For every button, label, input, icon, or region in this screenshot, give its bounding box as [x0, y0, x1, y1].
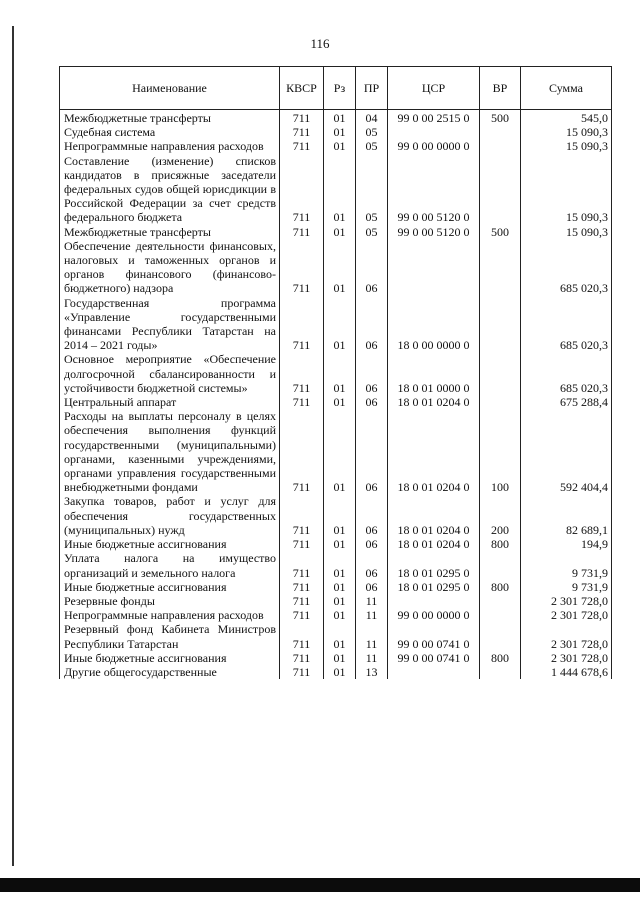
- cell-rz: 01: [324, 608, 356, 622]
- cell-rz: 01: [324, 239, 356, 296]
- cell-csr: [388, 125, 480, 139]
- cell-name: Межбюджетные трансферты: [60, 225, 280, 239]
- cell-name: Уплата налога на имущество организаций и земельного налога: [60, 551, 280, 579]
- cell-name: Центральный аппарат: [60, 395, 280, 409]
- cell-csr: 99 0 00 0741 0: [388, 622, 480, 650]
- cell-kvsr: 711: [280, 395, 324, 409]
- cell-csr: 99 0 00 0741 0: [388, 651, 480, 665]
- cell-pr: 05: [356, 154, 388, 225]
- header-name: Наименование: [60, 67, 280, 110]
- header-pr: ПР: [356, 67, 388, 110]
- cell-csr: 18 0 01 0204 0: [388, 395, 480, 409]
- cell-vr: [480, 608, 521, 622]
- cell-vr: [480, 395, 521, 409]
- table-row: [60, 622, 612, 650]
- cell-kvsr: 711: [280, 352, 324, 395]
- cell-kvsr: 711: [280, 608, 324, 622]
- cell-name: Судебная система: [60, 125, 280, 139]
- table-row: [60, 608, 612, 622]
- table-header: [60, 67, 612, 110]
- table-row: [60, 537, 612, 551]
- cell-name: Иные бюджетные ассигнования: [60, 651, 280, 665]
- cell-name: Непрограммные направления расходов: [60, 139, 280, 153]
- cell-kvsr: 711: [280, 225, 324, 239]
- cell-sum: 9 731,9: [521, 551, 612, 579]
- table-row: [60, 551, 612, 579]
- cell-rz: 01: [324, 594, 356, 608]
- cell-vr: 500: [480, 225, 521, 239]
- cell-pr: 06: [356, 296, 388, 353]
- cell-vr: 800: [480, 537, 521, 551]
- cell-csr: 99 0 00 0000 0: [388, 139, 480, 153]
- cell-vr: [480, 352, 521, 395]
- cell-pr: 06: [356, 239, 388, 296]
- table-row: [60, 395, 612, 409]
- cell-csr: [388, 239, 480, 296]
- cell-rz: 01: [324, 622, 356, 650]
- cell-rz: 01: [324, 395, 356, 409]
- scan-bottom-bar: [0, 878, 640, 892]
- table-row: [60, 125, 612, 139]
- cell-sum: 545,0: [521, 110, 612, 126]
- cell-csr: [388, 665, 480, 679]
- cell-pr: 05: [356, 125, 388, 139]
- cell-name: Основное мероприятие «Обеспечение долгосрочной сбалансированности и устойчивости бюджетной системы»: [60, 352, 280, 395]
- cell-pr: 06: [356, 537, 388, 551]
- cell-rz: 01: [324, 125, 356, 139]
- cell-csr: 18 0 01 0204 0: [388, 494, 480, 537]
- cell-sum: 15 090,3: [521, 225, 612, 239]
- cell-rz: 01: [324, 296, 356, 353]
- cell-pr: 11: [356, 622, 388, 650]
- cell-rz: 01: [324, 409, 356, 494]
- cell-rz: 01: [324, 494, 356, 537]
- cell-kvsr: 711: [280, 125, 324, 139]
- cell-rz: 01: [324, 154, 356, 225]
- cell-kvsr: 711: [280, 494, 324, 537]
- cell-kvsr: 711: [280, 594, 324, 608]
- table-row: [60, 494, 612, 537]
- cell-kvsr: 711: [280, 154, 324, 225]
- cell-sum: 685 020,3: [521, 352, 612, 395]
- cell-kvsr: 711: [280, 551, 324, 579]
- cell-kvsr: 711: [280, 110, 324, 126]
- cell-csr: 99 0 00 5120 0: [388, 225, 480, 239]
- cell-csr: 18 0 01 0295 0: [388, 580, 480, 594]
- cell-name: Обеспечение деятельности финансовых, налоговых и таможенных органов и органов финансового (финансово-бюджетного) надзора: [60, 239, 280, 296]
- cell-name: Иные бюджетные ассигнования: [60, 580, 280, 594]
- table-row: [60, 154, 612, 225]
- cell-name: Другие общегосударственные: [60, 665, 280, 679]
- cell-name: Резервные фонды: [60, 594, 280, 608]
- cell-pr: 06: [356, 395, 388, 409]
- cell-sum: 82 689,1: [521, 494, 612, 537]
- cell-csr: 18 0 01 0204 0: [388, 537, 480, 551]
- cell-vr: 800: [480, 651, 521, 665]
- cell-vr: [480, 551, 521, 579]
- cell-pr: 11: [356, 594, 388, 608]
- table-row: [60, 594, 612, 608]
- header-sum: Сумма: [521, 67, 612, 110]
- cell-csr: 99 0 00 2515 0: [388, 110, 480, 126]
- cell-sum: 1 444 678,6: [521, 665, 612, 679]
- cell-pr: 06: [356, 494, 388, 537]
- cell-rz: 01: [324, 651, 356, 665]
- header-csr: ЦСР: [388, 67, 480, 110]
- table-row: [60, 409, 612, 494]
- cell-sum: 2 301 728,0: [521, 594, 612, 608]
- cell-sum: 592 404,4: [521, 409, 612, 494]
- table-row: [60, 225, 612, 239]
- cell-pr: 06: [356, 551, 388, 579]
- cell-vr: 800: [480, 580, 521, 594]
- cell-rz: 01: [324, 225, 356, 239]
- cell-vr: [480, 594, 521, 608]
- scan-edge-line: [12, 26, 14, 866]
- cell-rz: 01: [324, 537, 356, 551]
- cell-sum: 685 020,3: [521, 239, 612, 296]
- cell-rz: 01: [324, 580, 356, 594]
- cell-pr: 13: [356, 665, 388, 679]
- cell-name: Расходы на выплаты персоналу в целях обеспечения выполнения функций государственными (муниципальными) органами, казенными учреждениями, органами управления государственными внебюджетными фондами: [60, 409, 280, 494]
- cell-rz: 01: [324, 551, 356, 579]
- cell-kvsr: 711: [280, 665, 324, 679]
- cell-name: Резервный фонд Кабинета Министров Республики Татарстан: [60, 622, 280, 650]
- table-row: [60, 110, 612, 126]
- cell-csr: 18 0 01 0204 0: [388, 409, 480, 494]
- cell-sum: 9 731,9: [521, 580, 612, 594]
- cell-sum: 685 020,3: [521, 296, 612, 353]
- cell-name: Межбюджетные трансферты: [60, 110, 280, 126]
- cell-pr: 11: [356, 608, 388, 622]
- cell-sum: 15 090,3: [521, 154, 612, 225]
- cell-name: Составление (изменение) списков кандидатов в присяжные заседатели федеральных судов общей юрисдикции в Российской Федерации за счет средств федерального бюджета: [60, 154, 280, 225]
- cell-pr: 05: [356, 225, 388, 239]
- cell-sum: 2 301 728,0: [521, 622, 612, 650]
- cell-vr: 100: [480, 409, 521, 494]
- cell-rz: 01: [324, 665, 356, 679]
- cell-pr: 05: [356, 139, 388, 153]
- cell-vr: [480, 296, 521, 353]
- cell-vr: [480, 139, 521, 153]
- cell-sum: 194,9: [521, 537, 612, 551]
- cell-vr: 500: [480, 110, 521, 126]
- cell-sum: 675 288,4: [521, 395, 612, 409]
- cell-name: Государственная программа «Управление государственными финансами Республики Татарстан на 2014 – 2021 годы»: [60, 296, 280, 353]
- cell-vr: [480, 125, 521, 139]
- cell-pr: 11: [356, 651, 388, 665]
- table-row: [60, 139, 612, 153]
- cell-name: Закупка товаров, работ и услуг для обеспечения государственных (муниципальных) нужд: [60, 494, 280, 537]
- table-row: [60, 239, 612, 296]
- cell-csr: 18 0 00 0000 0: [388, 296, 480, 353]
- cell-vr: [480, 665, 521, 679]
- table-body: [60, 110, 612, 680]
- cell-pr: 06: [356, 352, 388, 395]
- table-row: [60, 296, 612, 353]
- cell-csr: [388, 594, 480, 608]
- cell-rz: 01: [324, 352, 356, 395]
- cell-rz: 01: [324, 110, 356, 126]
- cell-name: Иные бюджетные ассигнования: [60, 537, 280, 551]
- cell-kvsr: 711: [280, 651, 324, 665]
- cell-csr: 99 0 00 5120 0: [388, 154, 480, 225]
- cell-vr: 200: [480, 494, 521, 537]
- header-vr: ВР: [480, 67, 521, 110]
- cell-name: Непрограммные направления расходов: [60, 608, 280, 622]
- cell-pr: 04: [356, 110, 388, 126]
- cell-vr: [480, 622, 521, 650]
- cell-kvsr: 711: [280, 239, 324, 296]
- cell-sum: 2 301 728,0: [521, 608, 612, 622]
- cell-kvsr: 711: [280, 139, 324, 153]
- cell-pr: 06: [356, 409, 388, 494]
- table-row: [60, 352, 612, 395]
- cell-vr: [480, 154, 521, 225]
- header-rz: Рз: [324, 67, 356, 110]
- table-row: [60, 665, 612, 679]
- cell-sum: 15 090,3: [521, 125, 612, 139]
- page-number: 116: [310, 36, 330, 51]
- cell-sum: 2 301 728,0: [521, 651, 612, 665]
- cell-kvsr: 711: [280, 580, 324, 594]
- cell-csr: 18 0 01 0000 0: [388, 352, 480, 395]
- table-row: [60, 580, 612, 594]
- cell-kvsr: 711: [280, 296, 324, 353]
- budget-table: [59, 66, 612, 679]
- cell-kvsr: 711: [280, 409, 324, 494]
- header-kvsr: КВСР: [280, 67, 324, 110]
- cell-kvsr: 711: [280, 537, 324, 551]
- cell-pr: 06: [356, 580, 388, 594]
- cell-rz: 01: [324, 139, 356, 153]
- cell-csr: 99 0 00 0000 0: [388, 608, 480, 622]
- cell-csr: 18 0 01 0295 0: [388, 551, 480, 579]
- cell-vr: [480, 239, 521, 296]
- table-row: [60, 651, 612, 665]
- cell-kvsr: 711: [280, 622, 324, 650]
- cell-sum: 15 090,3: [521, 139, 612, 153]
